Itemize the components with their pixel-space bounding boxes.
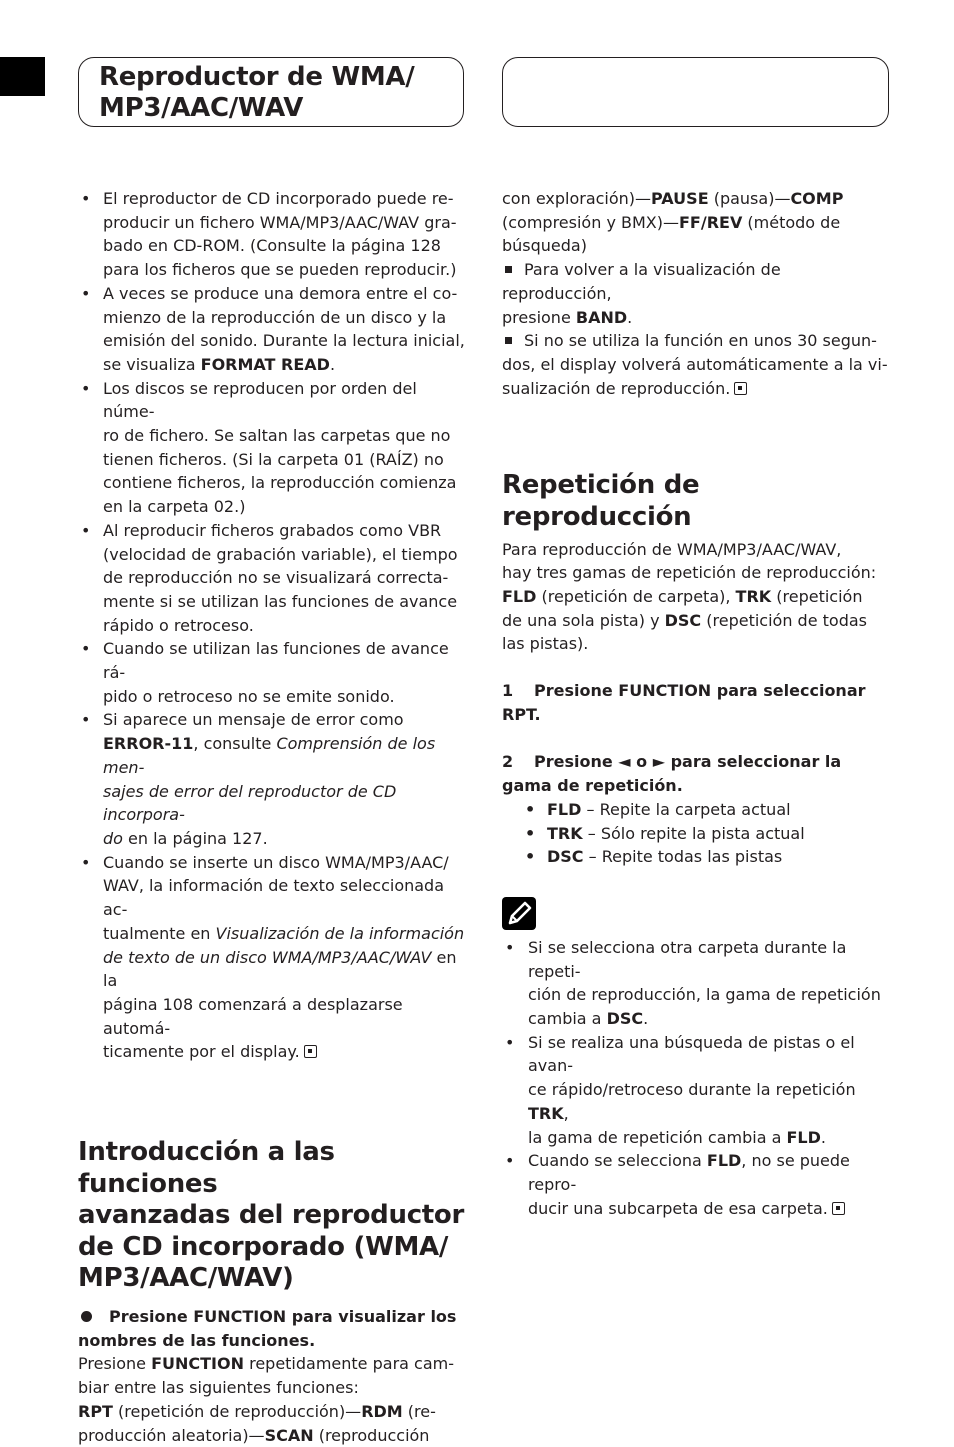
header-box (78, 57, 464, 127)
square-bullet-icon (505, 266, 512, 273)
section-title-repeat: Repetición de reproducción (502, 470, 700, 532)
page-title: Reproductor de WMA/ MP3/AAC/WAV (99, 62, 415, 123)
step-heading: Presione FUNCTION para visualizar los nombres de las funciones. (78, 1306, 457, 1350)
right-column (502, 187, 890, 1220)
list-item: • Cuando se inserte un disco WMA/MP3/AAC/ WAV, la información de texto seleccionada ac- tualmente en Visualización de la información de texto de un disco WMA/MP3/AAC/WAV en la página 108 comenzará a desplazarse automá- ticamente por el display. (78, 851, 466, 1064)
intro-body-continued: con exploración)—PAUSE (pausa)—COMP (compresión y BMX)—FF/REV (método de búsqueda) (502, 189, 844, 256)
list-item: • A veces se produce una demora entre el co- mienzo de la reproducción de un disco y la emisión del sonido. Durante la lectura inicial, se visualiza FORMAT READ. (78, 282, 466, 377)
note-auto-return: Si no se utiliza la función en unos 30 segun- dos, el display volverá automáticamente a la vi- sualización de reproducción. (502, 331, 888, 398)
info-bullet-list (78, 187, 466, 1064)
error-code: ERROR-11 (103, 734, 194, 754)
square-bullet-icon (505, 337, 512, 344)
list-item: • Si aparece un mensaje de error como ERROR-11, consulte Comprensión de los men- sajes de error del reproductor de CD incorpora- do en la página 127. (78, 708, 466, 850)
repeat-options-list (502, 798, 890, 869)
list-item: • DSC – Repite todas las pistas (522, 845, 890, 869)
note-return-playback: Para volver a la visualización de reproducción, presione BAND. (502, 260, 781, 327)
section-title-intro: Introducción a las funciones avanzadas del reproductor de CD incorporado (WMA/ MP3/AAC/WAV) (78, 1137, 465, 1294)
list-item: • Al reproducir ficheros grabados como VBR (velocidad de grabación variable), el tiempo de reproducción no se visualizará correcta- mente si se utilizan las funciones de avance rápido o retroceso. (78, 519, 466, 638)
list-item: • Cuando se utilizan las funciones de avance rá- pido o retroceso no se emite sonido. (78, 637, 466, 708)
step-1: 1 Presione FUNCTION para seleccionar RPT. (502, 681, 866, 724)
step-bullet-icon (81, 1311, 92, 1322)
intro-body: Presione FUNCTION repetidamente para cam- biar entre las siguientes funciones: RPT (repetición de reproducción)—RDM (re- producción aleatoria)—SCAN (reproducción (78, 1354, 454, 1445)
step-2: 2 Presione ◄ o ► para seleccionar la gama de repetición. (502, 752, 842, 796)
list-item: • Cuando se selecciona FLD, no se puede repro- ducir una subcarpeta de esa carpeta. (502, 1149, 890, 1220)
notes-list (502, 936, 890, 1220)
list-item: • Los discos se reproducen por orden del núme- ro de fichero. Se saltan las carpetas que no tienen ficheros. (Si la carpeta 01 (RAÍZ) no contiene ficheros, la reproducción comienza en la carpeta 02.) (78, 377, 466, 519)
repeat-intro: Para reproducción de WMA/MP3/AAC/WAV, hay tres gamas de repetición de reproducción: FLD (repetición de carpeta), TRK (repetición de una sola pista) y DSC (repetición de todas las pistas). (502, 539, 877, 654)
left-column (78, 187, 466, 1447)
list-item: • Si se selecciona otra carpeta durante la repeti- ción de reproducción, la gama de repetición cambia a DSC. (502, 936, 890, 1031)
end-mark-icon (304, 1045, 317, 1058)
list-item: • Si se realiza una búsqueda de pistas o el avan- ce rápido/retroceso durante la repetición TRK, la gama de repetición cambia a FLD. (502, 1031, 890, 1150)
list-item: • TRK – Sólo repite la pista actual (522, 822, 890, 846)
format-read-label: FORMAT READ (200, 354, 330, 374)
note-pencil-icon (502, 897, 536, 930)
end-mark-icon (734, 382, 747, 395)
end-mark-icon (832, 1202, 845, 1215)
section-tab-marker (0, 57, 45, 96)
list-item: • El reproductor de CD incorporado puede re- producir un fichero WMA/MP3/AAC/WAV gra- bado en CD-ROM. (Consulte la página 128 para los ficheros que se pueden reproducir.) (78, 187, 466, 282)
empty-header-box (502, 57, 889, 127)
list-item: • FLD – Repite la carpeta actual (522, 798, 890, 822)
